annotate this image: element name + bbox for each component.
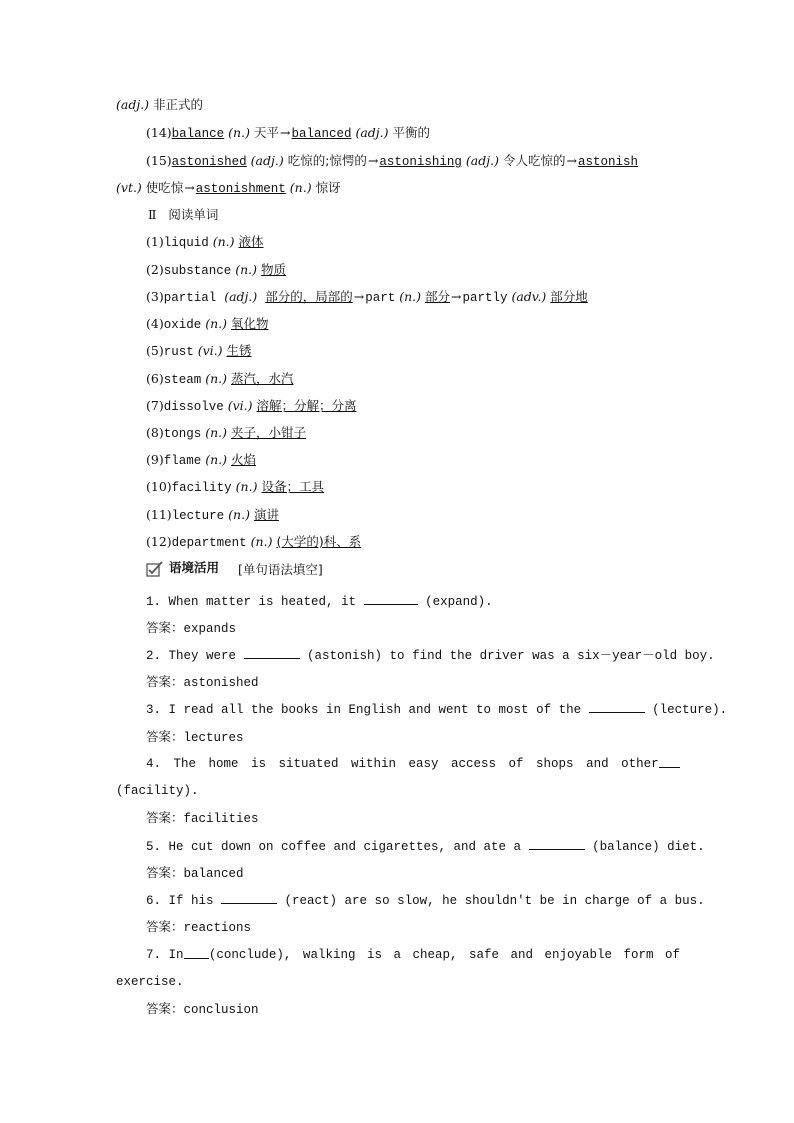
vocab-item-14: (14)balance (n.) 天平→balanced (adj.) 平衡的 <box>146 125 430 141</box>
reading-word-6: (6)steam (n.) 蒸汽，水汽 <box>146 371 294 387</box>
arrow-icon: → <box>450 289 462 304</box>
arrow-icon: → <box>367 153 379 168</box>
question-1: 1. When matter is heated, it (expand). <box>146 595 493 609</box>
vocab-item-15: (15)astonished (adj.) 吃惊的;惊愕的→astonishing (adj.) 令人吃惊的→astonish <box>146 153 638 169</box>
reading-word-1: (1)liquid (n.) 液体 <box>146 234 264 250</box>
exercise-heading: 语境活用 <box>169 560 220 575</box>
question-2: 2. They were (astonish) to find the driver was a six－year－old boy. <box>146 649 715 663</box>
question-4: 4. The home is situated within easy access of shops and other <box>146 756 680 772</box>
reading-word-3: (3)partial (adj.) 部分的，局部的→part (n.) 部分→partly (adv.) 部分地 <box>146 289 588 305</box>
pencil-check-icon <box>146 561 164 577</box>
answer-4: 答案：facilities <box>146 810 259 826</box>
question-7: 7. In (conclude), walking is a cheap, safe and enjoyable form of <box>146 948 680 962</box>
answer-blank[interactable] <box>529 838 585 850</box>
reading-word-4: (4)oxide (n.) 氧化物 <box>146 316 269 332</box>
answer-blank[interactable] <box>244 647 300 659</box>
answer-blank[interactable] <box>589 701 645 713</box>
answer-blank[interactable] <box>659 756 680 768</box>
arrow-icon: → <box>353 289 365 304</box>
reading-word-7: (7)dissolve (vi.) 溶解；分解；分离 <box>146 398 357 414</box>
answer-5: 答案：balanced <box>146 865 244 881</box>
reading-word-12: (12)department (n.) (大学的)科、系 <box>146 534 362 550</box>
answer-2: 答案：astonished <box>146 674 259 690</box>
question-5: 5. He cut down on coffee and cigarettes, and ate a (balance) diet. <box>146 840 705 854</box>
answer-6: 答案：reactions <box>146 919 252 935</box>
reading-word-2: (2)substance (n.) 物质 <box>146 262 286 278</box>
reading-word-8: (8)tongs (n.) 夹子，小钳子 <box>146 425 306 441</box>
vocab-line-continued: (adj.) 非正式的 <box>116 97 204 112</box>
vocab-item-15-cont: (vt.) 使吃惊→astonishment (n.) 惊讶 <box>116 180 341 196</box>
answer-blank[interactable] <box>184 947 209 959</box>
answer-blank[interactable] <box>364 593 418 605</box>
reading-word-9: (9)flame (n.) 火焰 <box>146 452 256 468</box>
exercise-subheading: [单句语法填空] <box>238 562 323 577</box>
question-6: 6. If his (react) are so slow, he shouldn't be in charge of a bus. <box>146 894 705 908</box>
arrow-icon: → <box>279 125 291 140</box>
question-3: 3. I read all the books in English and went to most of the (lecture). <box>146 703 728 717</box>
section-heading: Ⅱ 阅读单词 <box>148 207 219 222</box>
reading-word-10: (10)facility (n.) 设备；工具 <box>146 479 324 495</box>
arrow-icon: → <box>566 153 577 168</box>
answer-1: 答案：expands <box>146 620 237 636</box>
arrow-icon: → <box>184 180 195 195</box>
question-7-cont: exercise. <box>116 975 184 989</box>
answer-3: 答案：lectures <box>146 729 244 745</box>
reading-word-5: (5)rust (vi.) 生锈 <box>146 343 252 359</box>
reading-word-11: (11)lecture (n.) 演讲 <box>146 507 279 523</box>
answer-7: 答案：conclusion <box>146 1001 259 1017</box>
question-4-cont: (facility). <box>116 784 199 798</box>
answer-blank[interactable] <box>221 892 277 904</box>
